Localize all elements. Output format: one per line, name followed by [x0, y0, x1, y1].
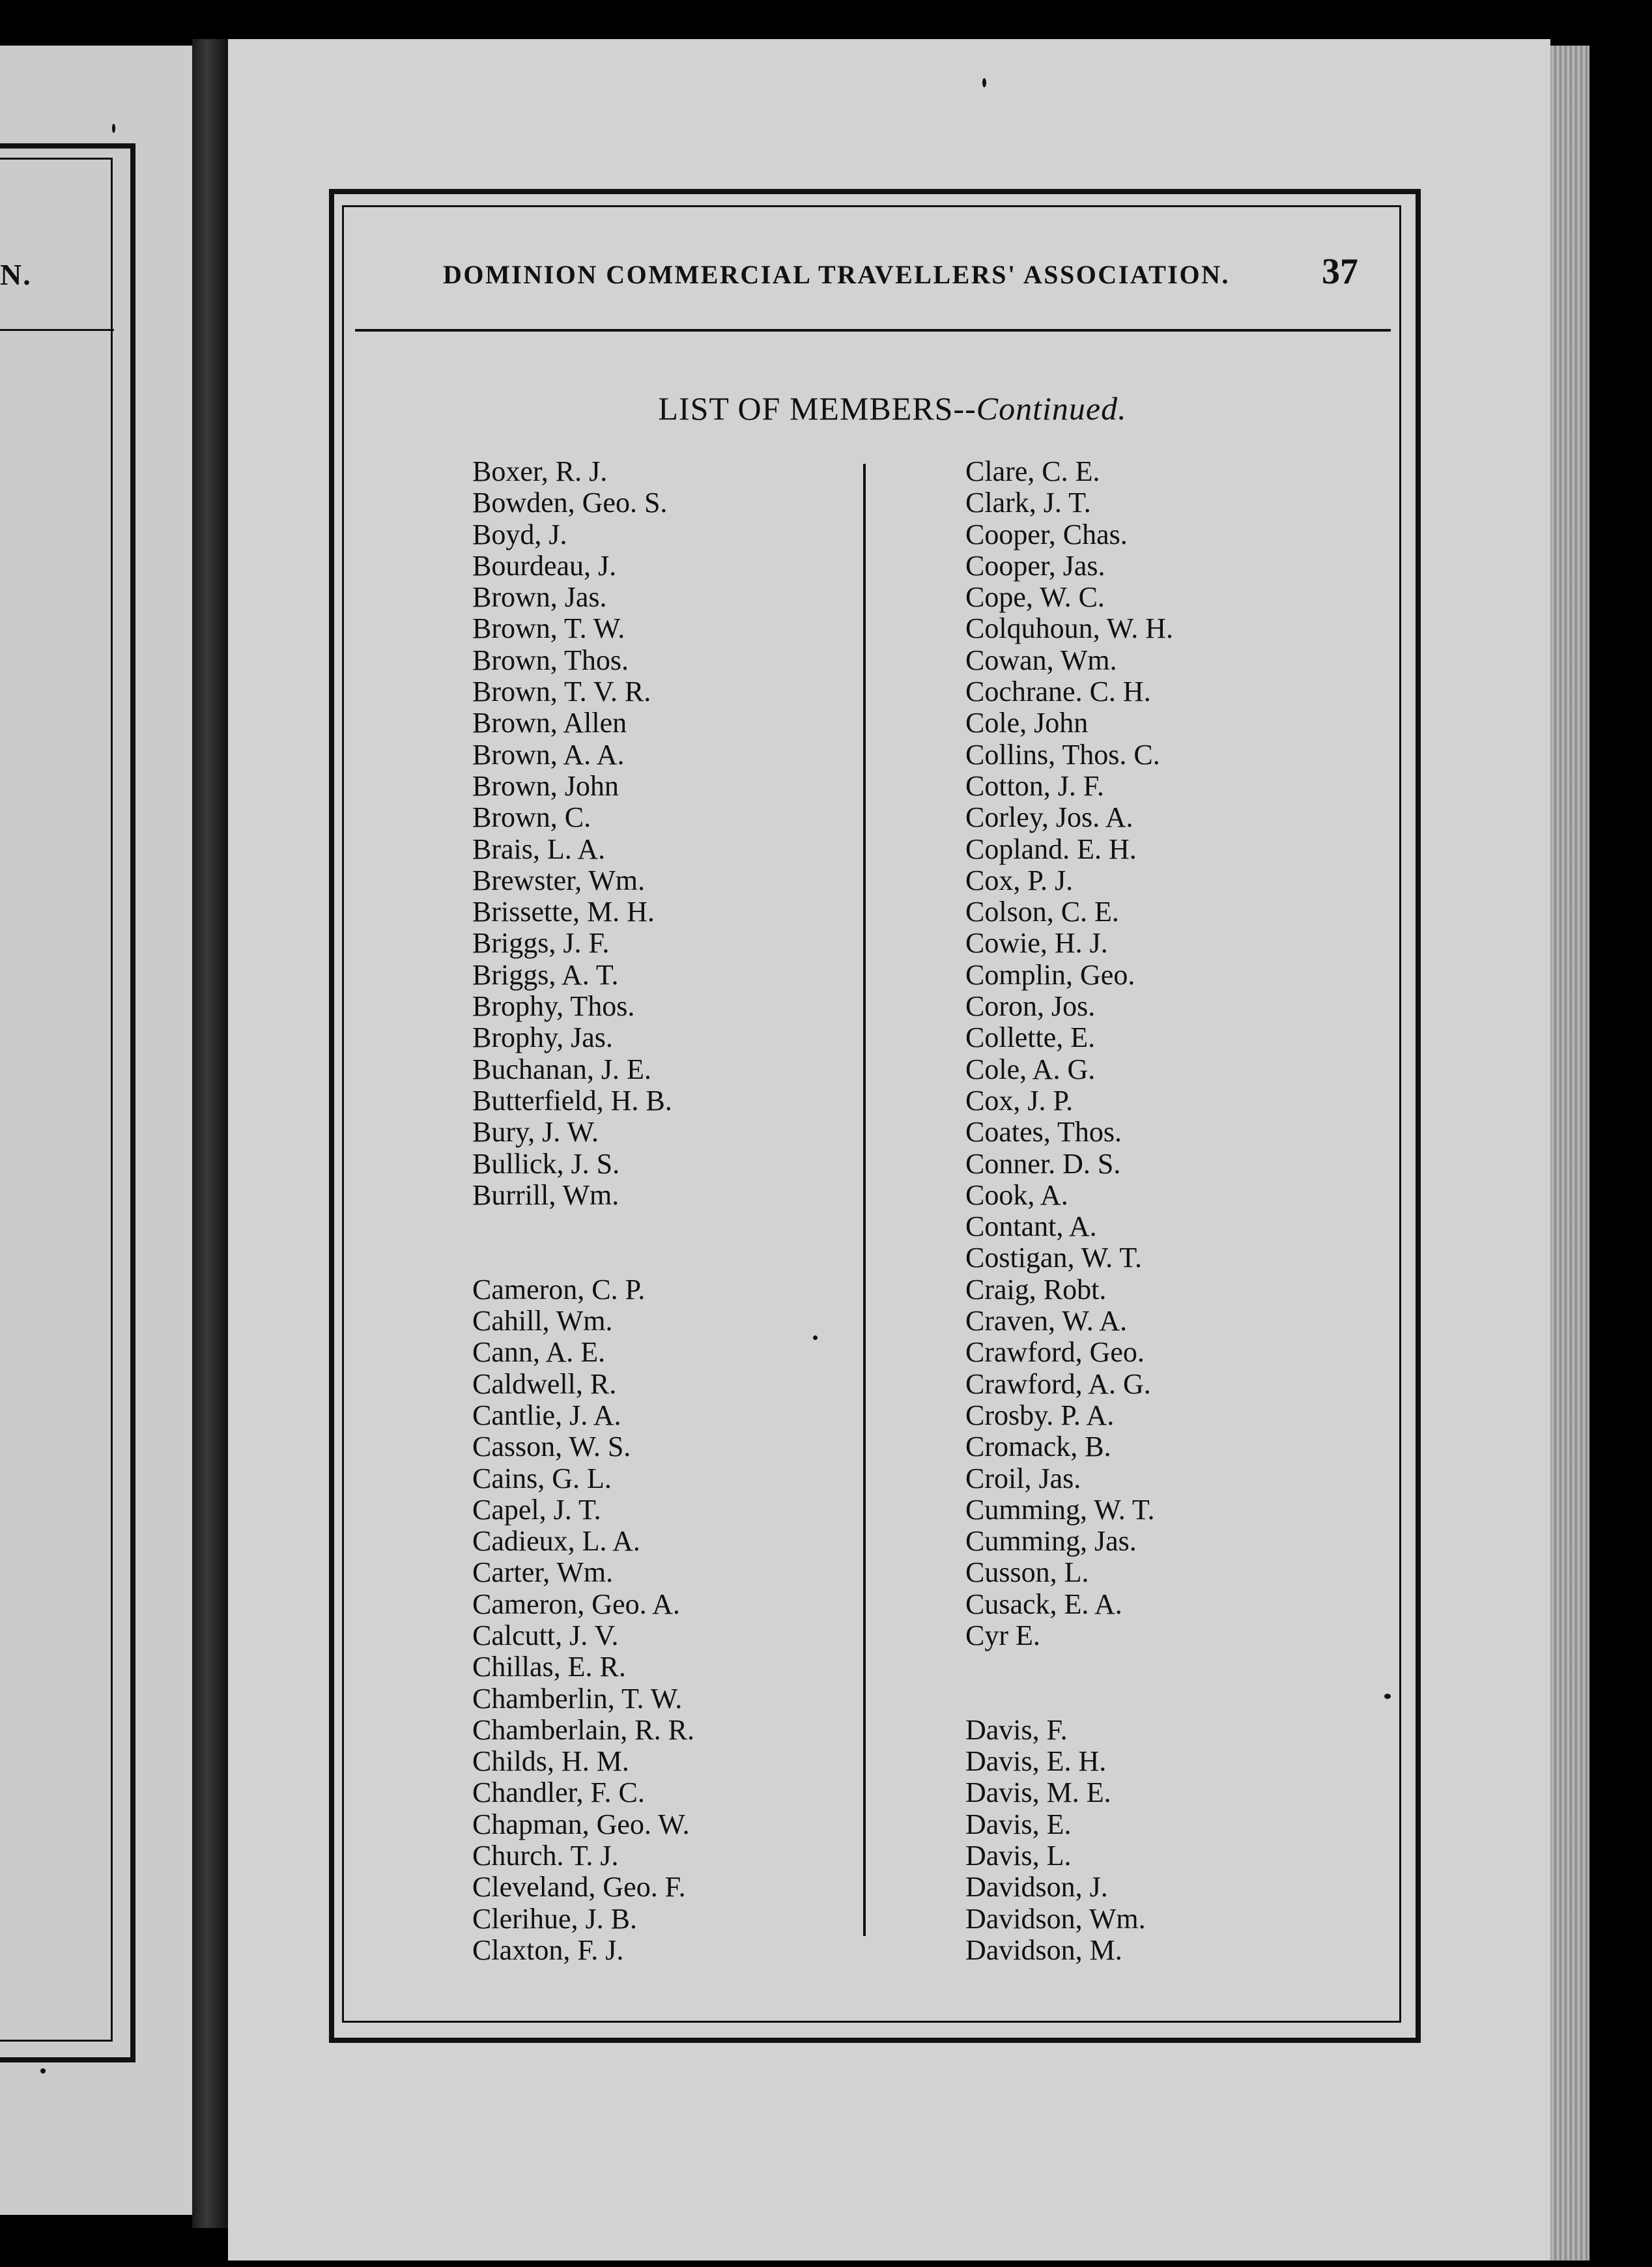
ink-speck — [40, 2068, 46, 2074]
member-entry: Collette, E. — [965, 1021, 1096, 1054]
member-group-d — [965, 1715, 1421, 1966]
book-gutter — [192, 39, 228, 2228]
left-page-heading-fragment: N. — [0, 258, 32, 291]
member-entry: Brown, T. V. R. — [472, 676, 651, 708]
member-entry: Caldwell, R. — [472, 1367, 617, 1400]
member-entry: Bury, J. W. — [472, 1116, 599, 1148]
member-entry: Brown, Jas. — [472, 581, 607, 614]
member-entry: Bowden, Geo. S. — [472, 487, 668, 519]
member-entry: Cumming, W. T. — [965, 1493, 1155, 1526]
member-entry: Cowie, H. J. — [965, 927, 1108, 960]
left-column — [472, 456, 928, 1966]
member-entry: Corley, Jos. A. — [965, 801, 1133, 834]
member-entry: Cantlie, J. A. — [472, 1399, 621, 1431]
member-entry: Crosby. P. A. — [965, 1399, 1115, 1431]
member-entry: Brophy, Thos. — [472, 990, 635, 1023]
group-spacer — [965, 1651, 1421, 1715]
member-entry: Brewster, Wm. — [472, 864, 646, 896]
member-entry: Brown, C. — [472, 801, 591, 834]
member-entry: Cann, A. E. — [472, 1336, 606, 1369]
member-entry: Davidson, M. — [965, 1933, 1122, 1966]
member-entry: Cameron, C. P. — [472, 1273, 646, 1305]
page-edges — [1550, 46, 1589, 2260]
member-entry: Clare, C. E. — [965, 455, 1100, 487]
member-entry: Casson, W. S. — [472, 1431, 631, 1463]
member-entry: Conner. D. S. — [965, 1147, 1121, 1180]
member-group-c — [472, 1274, 928, 1967]
member-entry: Brophy, Jas. — [472, 1021, 613, 1054]
ink-speck — [982, 78, 986, 87]
member-entry: Chandler, F. C. — [472, 1776, 645, 1809]
member-entry: Cadieux, L. A. — [472, 1525, 640, 1558]
member-entry: Brown, Thos. — [472, 644, 629, 676]
member-entry: Cameron, Geo. A. — [472, 1588, 680, 1620]
left-page-inner-frame — [0, 158, 113, 2042]
member-entry: Colson, C. E. — [965, 896, 1119, 928]
group-spacer — [472, 1211, 928, 1274]
member-entry: Coron, Jos. — [965, 990, 1096, 1023]
member-entry: Craven, W. A. — [965, 1305, 1128, 1337]
member-entry: Coates, Thos. — [965, 1116, 1122, 1148]
member-entry: Croil, Jas. — [965, 1462, 1081, 1494]
member-entry: Davidson, J. — [965, 1871, 1108, 1903]
running-head — [443, 251, 1358, 292]
member-entry: Brown, A. A. — [472, 738, 625, 771]
member-entry: Cumming, Jas. — [965, 1525, 1137, 1558]
member-entry: Cox, P. J. — [965, 864, 1074, 896]
member-entry: Capel, J. T. — [472, 1493, 601, 1526]
member-entry: Boyd, J. — [472, 518, 567, 550]
header-rule — [355, 329, 1391, 332]
member-entry: Brown, John — [472, 769, 619, 802]
member-entry: Cooper, Chas. — [965, 518, 1128, 550]
member-entry: Cochrane. C. H. — [965, 676, 1151, 708]
member-entry: Clerihue, J. B. — [472, 1902, 637, 1935]
member-entry: Collins, Thos. C. — [965, 738, 1160, 771]
member-entry: Complin, Geo. — [965, 958, 1135, 991]
member-entry: Chapman, Geo. W. — [472, 1808, 690, 1840]
section-continued: --Continued. — [953, 390, 1127, 427]
page-number: 37 — [1322, 251, 1358, 292]
member-entry: Boxer, R. J. — [472, 455, 608, 487]
running-title: DOMINION COMMERCIAL TRAVELLERS' ASSOCIATION. — [443, 260, 1230, 289]
ink-speck — [1384, 1694, 1391, 1699]
section-title — [0, 390, 1652, 427]
member-entry: Childs, H. M. — [472, 1745, 629, 1778]
member-entry: Burrill, Wm. — [472, 1178, 620, 1211]
member-entry: Davis, E. H. — [965, 1745, 1107, 1778]
member-entry: Brais, L. A. — [472, 833, 606, 865]
member-entry: Costigan, W. T. — [965, 1242, 1142, 1274]
member-entry: Cole, A. G. — [965, 1053, 1096, 1085]
member-entry: Brown, T. W. — [472, 612, 625, 645]
member-entry: Cyr E. — [965, 1619, 1040, 1651]
member-entry: Chillas, E. R. — [472, 1651, 626, 1683]
ink-speck — [112, 124, 115, 133]
member-entry: Cope, W. C. — [965, 581, 1105, 614]
member-entry: Clark, J. T. — [965, 487, 1091, 519]
member-group-b — [472, 456, 928, 1211]
member-entry: Church. T. J. — [472, 1840, 619, 1872]
member-entry: Crawford, Geo. — [965, 1336, 1145, 1369]
member-entry: Bullick, J. S. — [472, 1147, 620, 1180]
member-entry: Colquhoun, W. H. — [965, 612, 1174, 645]
member-entry: Briggs, J. F. — [472, 927, 610, 960]
member-entry: Davis, F. — [965, 1713, 1068, 1746]
member-entry: Carter, Wm. — [472, 1556, 614, 1589]
member-entry: Copland. E. H. — [965, 833, 1137, 865]
right-column — [965, 456, 1421, 1966]
member-entry: Chamberlain, R. R. — [472, 1713, 694, 1746]
member-entry: Claxton, F. J. — [472, 1933, 624, 1966]
member-entry: Contant, A. — [965, 1210, 1097, 1243]
member-entry: Cahill, Wm. — [472, 1305, 613, 1337]
member-entry: Briggs, A. T. — [472, 958, 619, 991]
member-entry: Chamberlin, T. W. — [472, 1682, 683, 1715]
member-entry: Davis, L. — [965, 1840, 1072, 1872]
member-entry: Cooper, Jas. — [965, 549, 1105, 582]
member-entry: Cusson, L. — [965, 1556, 1089, 1589]
member-entry: Calcutt, J. V. — [472, 1619, 619, 1651]
member-entry: Brown, Allen — [472, 707, 627, 739]
member-entry: Cromack, B. — [965, 1431, 1111, 1463]
section-title-text: LIST OF MEMBERS — [658, 390, 954, 427]
member-entry: Cleveland, Geo. F. — [472, 1871, 686, 1903]
member-entry: Cains, G. L. — [472, 1462, 612, 1494]
member-entry: Brissette, M. H. — [472, 896, 655, 928]
member-entry: Cusack, E. A. — [965, 1588, 1122, 1620]
member-entry: Bourdeau, J. — [472, 549, 617, 582]
member-entry: Cotton, J. F. — [965, 769, 1104, 802]
member-entry: Crawford, A. G. — [965, 1367, 1151, 1400]
member-entry: Davis, M. E. — [965, 1776, 1111, 1809]
member-entry: Cole, John — [965, 707, 1089, 739]
member-entry: Butterfield, H. B. — [472, 1084, 672, 1117]
member-entry: Craig, Robt. — [965, 1273, 1107, 1305]
member-entry: Davis, E. — [965, 1808, 1072, 1840]
left-page-rule — [0, 329, 114, 331]
member-entry: Cowan, Wm. — [965, 644, 1117, 676]
member-entry: Davidson, Wm. — [965, 1902, 1146, 1935]
ink-speck — [813, 1335, 818, 1340]
member-entry: Cook, A. — [965, 1178, 1068, 1211]
member-group-c — [965, 456, 1421, 1651]
member-entry: Buchanan, J. E. — [472, 1053, 651, 1085]
member-entry: Cox, J. P. — [965, 1084, 1074, 1117]
